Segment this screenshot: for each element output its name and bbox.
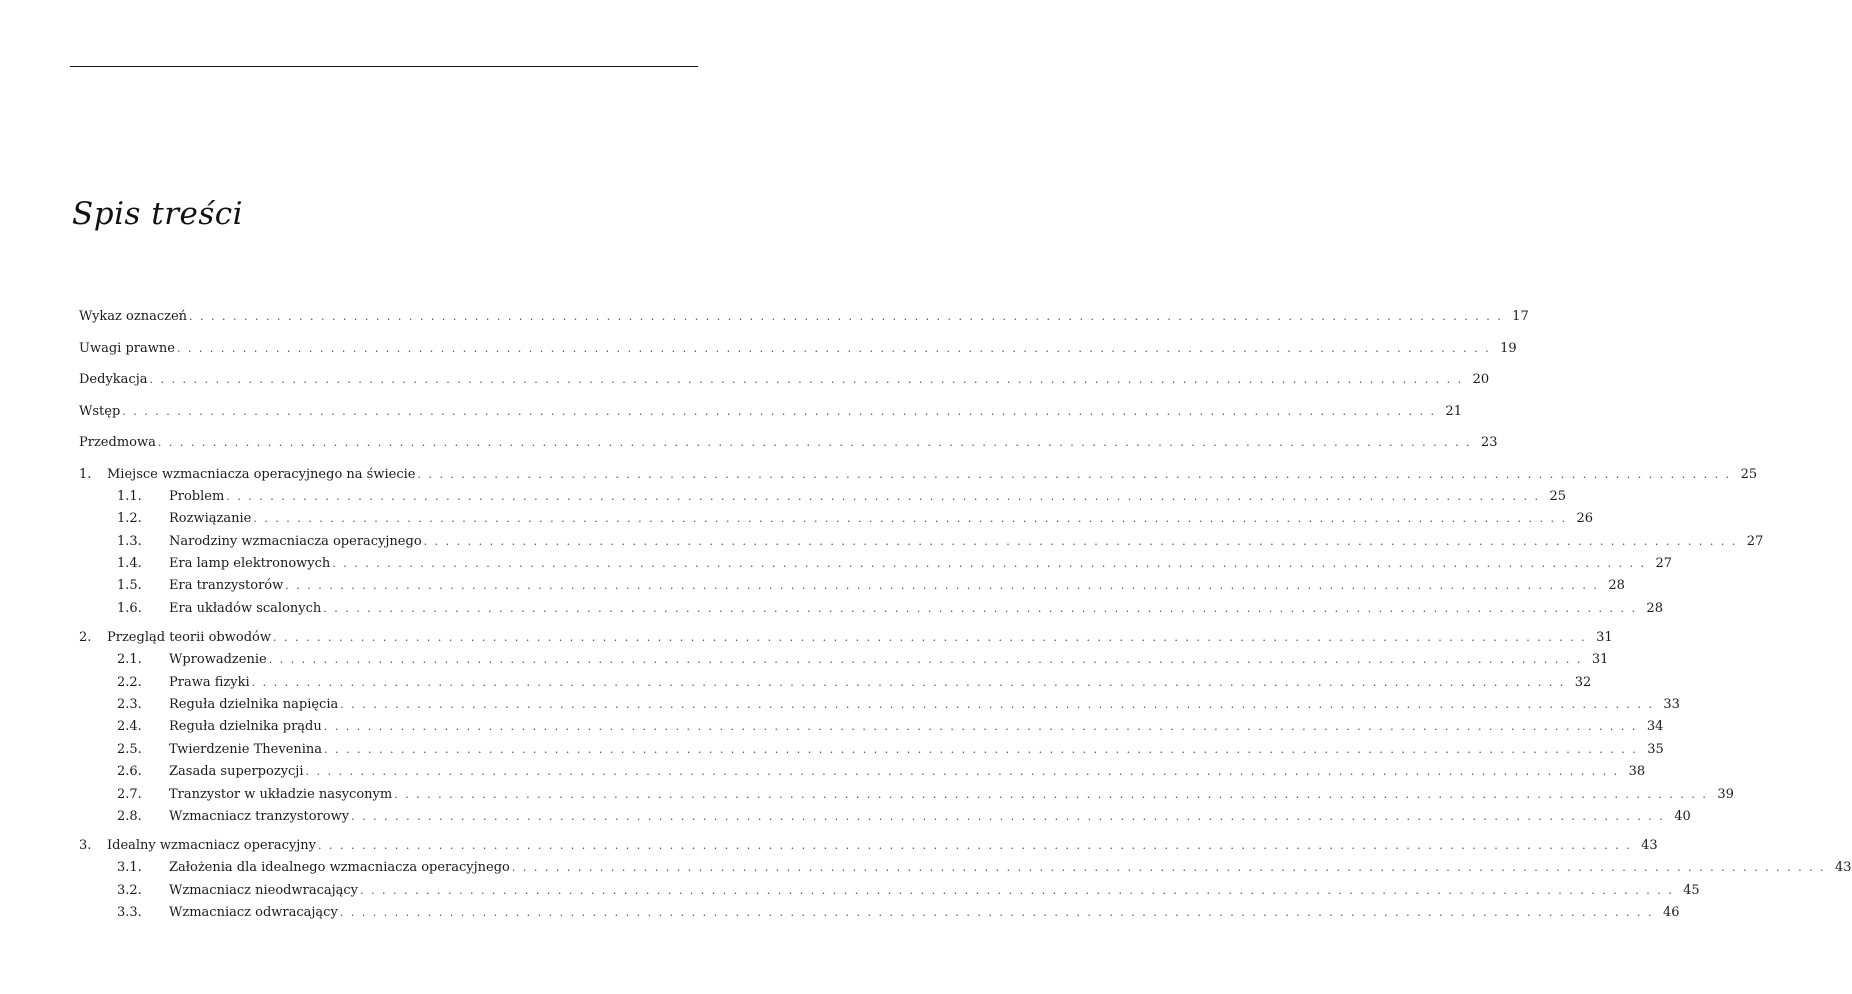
toc-entry-page: 34 (1646, 719, 1664, 735)
toc-entry-label: Wprowadzenie (169, 652, 267, 668)
toc-entry-label: Założenia dla idealnego wzmacniacza operacyjnego (169, 860, 510, 876)
toc-entry[interactable] (79, 881, 1700, 901)
toc-entry-page: 27 (1655, 556, 1672, 572)
toc-entry[interactable] (79, 695, 1680, 715)
toc-entry-page: 28 (1608, 578, 1625, 594)
toc-entry[interactable] (79, 509, 1594, 529)
toc-entry-label: Wzmacniacz nieodwracający (169, 882, 359, 898)
toc-entry[interactable] (79, 532, 1764, 552)
toc-entry-label: Przedmowa (79, 435, 156, 450)
toc-entry-label: Prawa fizyki (169, 674, 250, 690)
toc-entry-label: Przegląd teorii obwodów (107, 629, 271, 645)
toc-entry[interactable] (79, 599, 1663, 619)
toc-entry-number: 1. (79, 466, 92, 482)
toc-entry-number: 1.1. (117, 488, 142, 504)
toc-entry-page: 31 (1596, 629, 1613, 645)
toc-entry-label: Miejsce wzmacniacza operacyjnego na świecie (107, 466, 416, 482)
toc-entry-label: Dedykacja (79, 372, 148, 387)
toc-entry-label: Uwagi prawne (79, 340, 175, 356)
dot-leader: . . . . . . . . . . . . . . . . . . . . . . . . . . . . . . . . . . . . . . . . . . . . . . . . . . . . . . . . . . . . . . . . . . . . . . . . . . . . . . . . . . . . . . . . . . . . . . . . . . . . . . . . . . . . . . . . . . . . . . . . (394, 787, 1708, 801)
toc-entry-number: 2.6. (117, 764, 142, 780)
toc-entry-label: Era tranzystorów (169, 578, 284, 594)
dot-leader: . . . . . . . . . . . . . . . . . . . . . . . . . . . . . . . . . . . . . . . . . . . . . . . . . . . . . . . . . . . . . . . . . . . . . . . . . . . . . . . . . . . . . . . . . . . . . . . . . . . . . . . . . . . . . . . . . . . . . . . . (268, 653, 1583, 667)
toc-entry-page: 17 (1512, 309, 1529, 324)
toc-entry-label: Rozwiązanie (169, 511, 252, 527)
toc-entry[interactable] (79, 402, 1462, 422)
dot-leader: . . . . . . . . . . . . . . . . . . . . . . . . . . . . . . . . . . . . . . . . . . . . . . . . . . . . . . . . . . . . . . . . . . . . . . . . . . . . . . . . . . . . . . . . . . . . . . . . . . . . . . . . . . . . . . . . . . . . . . . . (285, 579, 1599, 593)
dot-leader: . . . . . . . . . . . . . . . . . . . . . . . . . . . . . . . . . . . . . . . . . . . . . . . . . . . . . . . . . . . . . . . . . . . . . . . . . . . . . . . . . . . . . . . . . . . . . . . . . . . . . . . . . . . . . . . . . . . . . . . . (511, 861, 1826, 875)
toc-entry[interactable] (79, 487, 1566, 507)
toc-entry-label: Problem (169, 488, 225, 504)
toc-entry-label: Twierdzenie Thevenina (169, 741, 323, 757)
toc-entry-number: 3.3. (117, 905, 142, 921)
toc-entry-number: 1.2. (117, 511, 142, 527)
toc-entry-page: 20 (1472, 372, 1490, 387)
dot-leader: . . . . . . . . . . . . . . . . . . . . . . . . . . . . . . . . . . . . . . . . . . . . . . . . . . . . . . . . . . . . . . . . . . . . . . . . . . . . . . . . . . . . . . . . . . . . . . . . . . . . . . . . . . . . . . . . . . . . . . . . (189, 310, 1503, 323)
toc-entry[interactable] (79, 717, 1664, 737)
toc-entry[interactable] (79, 339, 1517, 359)
toc-entry[interactable] (79, 858, 1852, 878)
toc-entry[interactable] (79, 433, 1498, 453)
toc-entry-number: 3.2. (117, 882, 142, 898)
toc-entry-label: Zasada superpozycji (169, 764, 304, 780)
toc-entry[interactable] (79, 785, 1734, 805)
dot-leader: . . . . . . . . . . . . . . . . . . . . . . . . . . . . . . . . . . . . . . . . . . . . . . . . . . . . . . . . . . . . . . . . . . . . . . . . . . . . . . . . . . . . . . . . . . . . . . . . . . . . . . . . . . . . . . . . . . . . . . . . (339, 906, 1654, 920)
toc-entry-label: Idealny wzmacniacz operacyjny (107, 837, 316, 853)
toc-entry-number: 3.1. (117, 860, 142, 876)
dot-leader: . . . . . . . . . . . . . . . . . . . . . . . . . . . . . . . . . . . . . . . . . . . . . . . . . . . . . . . . . . . . . . . . . . . . . . . . . . . . . . . . . . . . . . . . . . . . . . . . . . . . . . . . . . . . . . . . . . . . . . . . (272, 630, 1587, 644)
toc-entry-page: 28 (1646, 600, 1663, 616)
toc-entry-page: 38 (1628, 764, 1646, 780)
toc-entry-page: 31 (1591, 652, 1609, 668)
toc-entry-page: 40 (1674, 808, 1691, 824)
dot-leader: . . . . . . . . . . . . . . . . . . . . . . . . . . . . . . . . . . . . . . . . . . . . . . . . . . . . . . . . . . . . . . . . . . . . . . . . . . . . . . . . . . . . . . . . . . . . . . . . . . . . . . . . . . . . . . . . . . . . . . . . (122, 404, 1436, 418)
toc-entry[interactable] (79, 903, 1680, 923)
toc-entry-label: Reguła dzielnika napięcia (169, 697, 339, 713)
toc-entry-page: 35 (1647, 741, 1664, 757)
toc-entry-page: 19 (1500, 340, 1517, 356)
page-title: Spis treści (72, 196, 244, 232)
dot-leader: . . . . . . . . . . . . . . . . . . . . . . . . . . . . . . . . . . . . . . . . . . . . . . . . . . . . . . . . . . . . . . . . . . . . . . . . . . . . . . . . . . . . . . . . . . . . . . . . . . . . . . . . . . . . . . . . . . . . . . . . (176, 341, 1491, 355)
toc-entry[interactable] (79, 370, 1490, 390)
toc-entry-page: 33 (1663, 697, 1680, 713)
header-rule (70, 66, 698, 67)
toc-entry-label: Era lamp elektronowych (169, 556, 331, 572)
toc-entry-page: 39 (1717, 786, 1734, 802)
toc-entry[interactable] (79, 740, 1664, 760)
dot-leader: . . . . . . . . . . . . . . . . . . . . . . . . . . . . . . . . . . . . . . . . . . . . . . . . . . . . . . . . . . . . . . . . . . . . . . . . . . . . . . . . . . . . . . . . . . . . . . . . . . . . . . . . . . . . . . . . . . . . . . . . (324, 742, 1638, 756)
toc-entry-number: 1.5. (117, 578, 142, 594)
toc-entry[interactable] (79, 554, 1672, 574)
dot-leader: . . . . . . . . . . . . . . . . . . . . . . . . . . . . . . . . . . . . . . . . . . . . . . . . . . . . . . . . . . . . . . . . . . . . . . . . . . . . . . . . . . . . . . . . . . . . . . . . . . . . . . . . . . . . . . . . . . . . . . . . (226, 489, 1540, 503)
toc-entry-label: Era układów scalonych (169, 600, 322, 616)
toc-entry[interactable] (79, 650, 1609, 670)
dot-leader: . . . . . . . . . . . . . . . . . . . . . . . . . . . . . . . . . . . . . . . . . . . . . . . . . . . . . . . . . . . . . . . . . . . . . . . . . . . . . . . . . . . . . . . . . . . . . . . . . . . . . . . . . . . . . . . . . . . . . . . . (251, 675, 1566, 689)
table-of-contents (79, 307, 1852, 926)
toc-entry-number: 1.3. (117, 533, 142, 549)
dot-leader: . . . . . . . . . . . . . . . . . . . . . . . . . . . . . . . . . . . . . . . . . . . . . . . . . . . . . . . . . . . . . . . . . . . . . . . . . . . . . . . . . . . . . . . . . . . . . . . . . . . . . . . . . . . . . . . . . . . . . . . . (423, 534, 1738, 548)
toc-entry-label: Reguła dzielnika prądu (169, 719, 322, 735)
dot-leader: . . . . . . . . . . . . . . . . . . . . . . . . . . . . . . . . . . . . . . . . . . . . . . . . . . . . . . . . . . . . . . . . . . . . . . . . . . . . . . . . . . . . . . . . . . . . . . . . . . . . . . . . . . . . . . . . . . . . . . . . (332, 557, 1646, 571)
toc-entry-number: 1.6. (117, 600, 142, 616)
toc-entry[interactable] (79, 762, 1646, 782)
toc-entry-page: 43 (1641, 837, 1658, 853)
toc-entry-number: 2.4. (117, 719, 142, 735)
dot-leader: . . . . . . . . . . . . . . . . . . . . . . . . . . . . . . . . . . . . . . . . . . . . . . . . . . . . . . . . . . . . . . . . . . . . . . . . . . . . . . . . . . . . . . . . . . . . . . . . . . . . . . . . . . . . . . . . . . . . . . . . (323, 720, 1638, 734)
toc-entry-page: 25 (1549, 488, 1566, 504)
toc-entry-label: Tranzystor w układzie nasyconym (169, 786, 393, 802)
dot-leader: . . . . . . . . . . . . . . . . . . . . . . . . . . . . . . . . . . . . . . . . . . . . . . . . . . . . . . . . . . . . . . . . . . . . . . . . . . . . . . . . . . . . . . . . . . . . . . . . . . . . . . . . . . . . . . . . . . . . . . . . (253, 512, 1568, 526)
toc-entry-page: 21 (1445, 403, 1462, 419)
toc-entry-label: Wykaz oznaczeń (79, 309, 188, 324)
toc-entry-number: 2.7. (117, 786, 142, 802)
dot-leader: . . . . . . . . . . . . . . . . . . . . . . . . . . . . . . . . . . . . . . . . . . . . . . . . . . . . . . . . . . . . . . . . . . . . . . . . . . . . . . . . . . . . . . . . . . . . . . . . . . . . . . . . . . . . . . . . . . . . . . . . (360, 883, 1674, 897)
toc-entry-page: 43 (1835, 860, 1852, 876)
dot-leader: . . . . . . . . . . . . . . . . . . . . . . . . . . . . . . . . . . . . . . . . . . . . . . . . . . . . . . . . . . . . . . . . . . . . . . . . . . . . . . . . . . . . . . . . . . . . . . . . . . . . . . . . . . . . . . . . . . . . . . . . (351, 809, 1665, 823)
toc-entry[interactable] (79, 673, 1592, 693)
toc-entry[interactable] (79, 307, 1529, 327)
toc-entry-number: 2.1. (117, 652, 142, 668)
toc-entry-page: 27 (1746, 533, 1764, 549)
toc-entry-page: 25 (1740, 466, 1758, 482)
toc-entry-label: Wzmacniacz odwracający (169, 905, 338, 921)
dot-leader: . . . . . . . . . . . . . . . . . . . . . . . . . . . . . . . . . . . . . . . . . . . . . . . . . . . . . . . . . . . . . . . . . . . . . . . . . . . . . . . . . . . . . . . . . . . . . . . . . . . . . . . . . . . . . . . . . . . . . . . . (317, 838, 1632, 852)
toc-entry-number: 1.4. (117, 556, 142, 572)
dot-leader: . . . . . . . . . . . . . . . . . . . . . . . . . . . . . . . . . . . . . . . . . . . . . . . . . . . . . . . . . . . . . . . . . . . . . . . . . . . . . . . . . . . . . . . . . . . . . . . . . . . . . . . . . . . . . . . . . . . . . . . . (305, 765, 1620, 779)
toc-entry-number: 2.3. (117, 697, 142, 713)
toc-entry-number: 3. (79, 837, 92, 853)
toc-entry-label: Wstęp (79, 403, 121, 419)
dot-leader: . . . . . . . . . . . . . . . . . . . . . . . . . . . . . . . . . . . . . . . . . . . . . . . . . . . . . . . . . . . . . . . . . . . . . . . . . . . . . . . . . . . . . . . . . . . . . . . . . . . . . . . . . . . . . . . . . . . . . . . . (417, 467, 1732, 481)
dot-leader: . . . . . . . . . . . . . . . . . . . . . . . . . . . . . . . . . . . . . . . . . . . . . . . . . . . . . . . . . . . . . . . . . . . . . . . . . . . . . . . . . . . . . . . . . . . . . . . . . . . . . . . . . . . . . . . . . . . . . . . . (157, 436, 1472, 449)
toc-entry[interactable] (79, 807, 1691, 827)
toc-entry-page: 32 (1574, 674, 1592, 690)
toc-entry-page: 23 (1481, 435, 1498, 450)
toc-entry-number: 2.5. (117, 741, 142, 757)
toc-entry[interactable] (79, 628, 1613, 648)
toc-entry[interactable] (79, 465, 1758, 485)
dot-leader: . . . . . . . . . . . . . . . . . . . . . . . . . . . . . . . . . . . . . . . . . . . . . . . . . . . . . . . . . . . . . . . . . . . . . . . . . . . . . . . . . . . . . . . . . . . . . . . . . . . . . . . . . . . . . . . . . . . . . . . . (323, 601, 1637, 615)
toc-entry-page: 45 (1683, 882, 1700, 898)
toc-entry[interactable] (79, 836, 1658, 856)
dot-leader: . . . . . . . . . . . . . . . . . . . . . . . . . . . . . . . . . . . . . . . . . . . . . . . . . . . . . . . . . . . . . . . . . . . . . . . . . . . . . . . . . . . . . . . . . . . . . . . . . . . . . . . . . . . . . . . . . . . . . . . . (149, 373, 1464, 386)
toc-entry-page: 46 (1662, 905, 1680, 921)
toc-entry-label: Narodziny wzmacniacza operacyjnego (169, 533, 422, 549)
toc-entry[interactable] (79, 576, 1625, 596)
toc-entry-page: 26 (1576, 511, 1594, 527)
toc-entry-number: 2. (79, 629, 92, 645)
dot-leader: . . . . . . . . . . . . . . . . . . . . . . . . . . . . . . . . . . . . . . . . . . . . . . . . . . . . . . . . . . . . . . . . . . . . . . . . . . . . . . . . . . . . . . . . . . . . . . . . . . . . . . . . . . . . . . . . . . . . . . . . (340, 698, 1654, 712)
toc-entry-number: 2.8. (117, 808, 142, 824)
toc-entry-label: Wzmacniacz tranzystorowy (169, 808, 350, 824)
toc-entry-number: 2.2. (117, 674, 142, 690)
